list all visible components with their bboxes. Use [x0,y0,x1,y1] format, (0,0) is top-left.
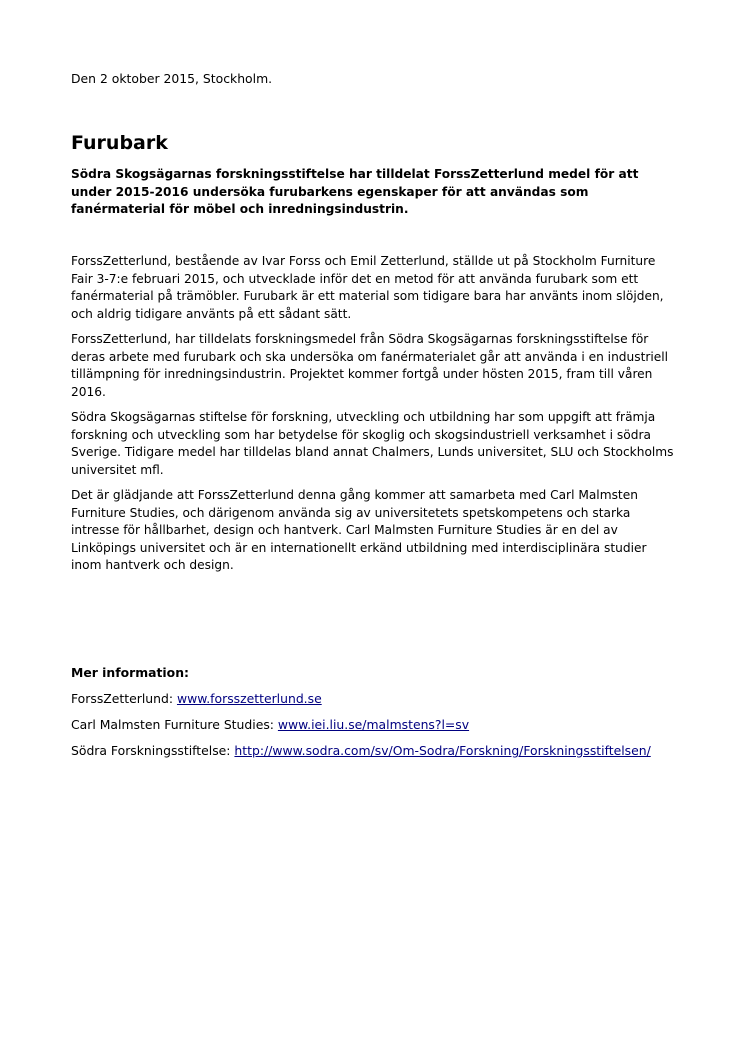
info-row-malmsten [71,716,681,733]
body-paragraph-1: ForssZetterlund, bestående av Ivar Forss och Emil Zetterlund, ställde ut på Stockholm Furniture Fair 3-7:e februari 2015, och utvecklade inför det en metod för att använda furubark som ett fanérmaterial på trämöbler. Furubark är ett material som tidigare bara har använts inom slöjden, och aldrig tidigare använts på ett sådant sätt. [71,254,664,321]
more-info-heading: Mer information: [71,665,189,680]
article-body [71,253,676,583]
body-paragraph-2: ForssZetterlund, har tilldelats forskningsmedel från Södra Skogsägarnas forskningsstiftelse för deras arbete med furubark och ska undersöka om fanérmaterialet går att använda i en industriell tillämpning för inredningsindustrin. Projektet kommer fortgå under hösten 2015, fram till våren 2016. [71,332,669,399]
info-label-forsszetterlund: ForssZetterlund: [71,691,177,706]
more-info-section [71,664,681,768]
link-sodra[interactable]: http://www.sodra.com/sv/Om-Sodra/Forskning/Forskningsstiftelsen/ [234,743,651,758]
dateline: Den 2 oktober 2015, Stockholm. [71,71,273,86]
info-row-sodra [71,742,681,759]
info-row-forsszetterlund [71,690,681,707]
info-label-malmsten: Carl Malmsten Furniture Studies: [71,717,278,732]
lead-paragraph: Södra Skogsägarnas forskningsstiftelse har tilldelat ForssZetterlund medel för att under 2015-2016 undersöka furubarkens egenskaper för att användas som fanérmaterial för möbel och inredningsindustrin. [71,167,639,216]
page-title: Furubark [71,132,168,154]
link-malmsten[interactable]: www.iei.liu.se/malmstens?l=sv [277,717,470,732]
info-label-sodra: Södra Forskningsstiftelse: [71,743,235,758]
body-paragraph-4: Det är glädjande att ForssZetterlund denna gång kommer att samarbeta med Carl Malmsten Furniture Studies, och därigenom använda sig av universitetets spetskompetens och starka intresse för hållbarhet, design och hantverk. Carl Malmsten Furniture Studies är en del av Linköpings universitet och är en internationellt erkänd utbildning med interdisciplinära studier inom hantverk och design. [71,488,647,572]
body-paragraph-3: Södra Skogsägarnas stiftelse för forskning, utveckling och utbildning har som uppgift att främja forskning och utveckling som har betydelse för skoglig och skogsindustriell verksamhet i södra Sverige. Tidigare medel har tilldelas bland annat Chalmers, Lunds universitet, SLU och Stockholms universitet mfl. [71,410,674,477]
link-forsszetterlund[interactable]: www.forsszetterlund.se [176,691,322,706]
